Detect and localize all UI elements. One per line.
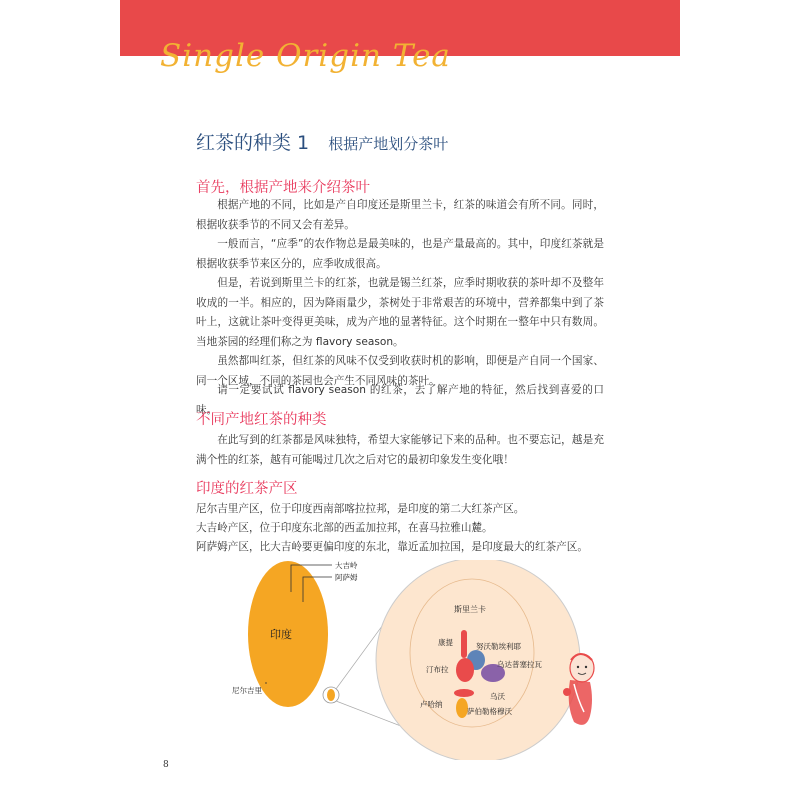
region-line-nilgiri: 尼尔吉里产区，位于印度西南部喀拉拉邦，是印度的第二大红茶产区。 (196, 503, 525, 515)
dimbula-region (456, 658, 474, 682)
brand-logo-text: Single Origin Tea (160, 38, 451, 74)
section-heading-types: 不同产地红茶的种类 (196, 412, 327, 428)
page-number: 8 (163, 760, 169, 770)
page-title (196, 128, 448, 155)
nilgiri-label: 尼尔吉里 (232, 686, 262, 695)
nuwara-eliya-label: 努沃勒埃利耶 (476, 642, 521, 651)
uva-label: 乌沃 (490, 692, 505, 701)
paragraph: 请一定要试试 flavory season 的红茶，去了解产地的特征，然后找到喜爱的口味。 (196, 384, 604, 416)
ruhuna-label: 卢哈纳 (420, 700, 443, 709)
dimbula-label: 汀布拉 (426, 665, 449, 674)
title-main: 红茶的种类 1 (196, 132, 310, 154)
kandy-label: 康提 (438, 638, 453, 647)
darjeeling-label: 大吉岭 (335, 561, 358, 570)
tea-region-map (0, 560, 800, 760)
uva-highlands-label: 乌达普塞拉瓦 (497, 660, 542, 669)
kandy-region (461, 630, 467, 658)
sri-lanka-label: 斯里兰卡 (454, 605, 486, 614)
sri-lanka-small-shape (327, 689, 335, 701)
section-heading-origin: 首先，根据产地来介绍茶叶 (196, 180, 370, 196)
paragraph: 虽然都叫红茶，但红茶的风味不仅受到收获时机的影响，即便是产自同一个国家、同一个区域，不同的茶园也会产生不同风味的茶叶。 (196, 355, 604, 387)
region-line-assam: 阿萨姆产区，比大吉岭要更偏印度的东北，靠近孟加拉国，是印度最大的红茶产区。 (196, 541, 588, 553)
assam-label: 阿萨姆 (335, 573, 358, 582)
sabaragamuwa-label: 萨伯勒格穆沃 (467, 707, 512, 716)
paragraph: 在此写到的红茶都是风味独特，希望大家能够记下来的品种。也不要忘记，越是充满个性的红茶，越有可能喝过几次之后对它的最初印象发生变化哦！ (196, 434, 604, 466)
india-label: 印度 (270, 628, 292, 641)
paragraph: 一般而言，“应季”的农作物总是最美味的，也是产量最高的。其中，印度红茶就是根据收获季节来区分的，应季收成很高。 (196, 238, 604, 270)
section-heading-india: 印度的红茶产区 (196, 481, 298, 497)
paragraph: 根据产地的不同，比如是产自印度还是斯里兰卡，红茶的味道会有所不同。同时，根据收获季节的不同又会有差异。 (196, 199, 604, 231)
title-sub: 根据产地划分茶叶 (328, 135, 449, 153)
paragraph: 但是，若说到斯里兰卡的红茶，也就是锡兰红茶，应季时期收获的茶叶却不及整年收成的一半。相应的，因为降雨量少，茶树处于非常艰苦的环境中，营养都集中到了茶叶上，这就让茶叶变得更美味，成为产地的显著特征。这个时期在一整年中只有数周。当地茶园的经理们称之为 flavory season。 (196, 277, 604, 348)
region-line-darjeeling: 大吉岭产区，位于印度东北部的西孟加拉邦，在喜马拉雅山麓。 (196, 522, 493, 534)
ruhuna-region (454, 689, 474, 697)
